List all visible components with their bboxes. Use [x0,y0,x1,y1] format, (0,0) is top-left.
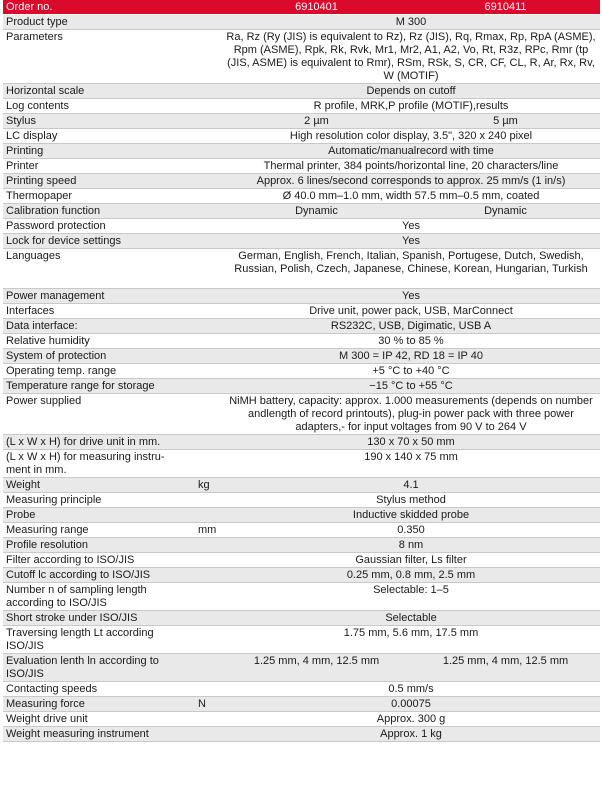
row-label: Traversing length Lt according ISO/JIS [3,626,195,654]
row-unit [195,15,222,30]
row-label: Relative humidity [3,334,195,349]
row-unit [195,249,222,289]
row-value: Gaussian filter, Ls filter [222,553,600,568]
row-label: Number n of sampling length according to ISO/JIS [3,583,195,611]
table-row [3,319,600,334]
specifications-table [3,0,600,742]
table-row [3,493,600,508]
row-unit [195,99,222,114]
table-row [3,234,600,249]
row-unit [195,159,222,174]
row-unit [195,289,222,304]
row-label: Cutoff lc according to ISO/JIS [3,568,195,583]
table-row [3,129,600,144]
row-label: Languages [3,249,195,289]
row-label: Profile resolution [3,538,195,553]
table-row [3,583,600,611]
row-value: 0.5 mm/s [222,682,600,697]
table-row [3,435,600,450]
table-row [3,712,600,727]
row-label: Filter according to ISO/JIS [3,553,195,568]
row-label: Short stroke under ISO/JIS [3,611,195,626]
row-value: Selectable: 1–5 [222,583,600,611]
row-unit [195,319,222,334]
row-unit [195,583,222,611]
table-row [3,114,600,129]
row-value: Yes [222,234,600,249]
row-value-order-2: Dynamic [411,204,600,219]
row-value: 0.00075 [222,697,600,712]
table-row [3,727,600,742]
row-label: Lock for device settings [3,234,195,249]
row-value: 1.75 mm, 5.6 mm, 17.5 mm [222,626,600,654]
row-unit [195,189,222,204]
row-value: High resolution color display, 3.5", 320 x 240 pixel [222,129,600,144]
row-value: Ø 40.0 mm–1.0 mm, width 57.5 mm–0.5 mm, coated [222,189,600,204]
row-unit [195,349,222,364]
row-unit [195,174,222,189]
row-label: Stylus [3,114,195,129]
row-label: Probe [3,508,195,523]
header-label: Order no. [3,0,195,15]
row-unit [195,219,222,234]
row-unit [195,204,222,219]
row-unit [195,538,222,553]
row-unit [195,334,222,349]
row-label: Power supplied [3,394,195,435]
row-unit [195,682,222,697]
table-row [3,508,600,523]
table-row [3,204,600,219]
table-row [3,174,600,189]
row-unit: mm [195,523,222,538]
row-unit [195,626,222,654]
row-unit [195,654,222,682]
table-row [3,682,600,697]
row-label: Contacting speeds [3,682,195,697]
row-unit [195,379,222,394]
row-unit [195,508,222,523]
row-value: Depends on cutoff [222,84,600,99]
row-value: Stylus method [222,493,600,508]
row-label: Product type [3,15,195,30]
row-value-order-2: 1.25 mm, 4 mm, 12.5 mm [411,654,600,682]
row-unit [195,84,222,99]
row-value: Approx. 1 kg [222,727,600,742]
row-unit [195,712,222,727]
table-row [3,553,600,568]
row-unit [195,304,222,319]
row-unit [195,129,222,144]
row-value: Inductive skidded probe [222,508,600,523]
table-row [3,84,600,99]
row-unit [195,493,222,508]
row-label: Interfaces [3,304,195,319]
header-order-number-2: 6910411 [411,0,600,15]
table-row [3,99,600,114]
table-row [3,450,600,478]
header-order-number-1: 6910401 [222,0,411,15]
row-value: RS232C, USB, Digimatic, USB A [222,319,600,334]
row-label: Temperature range for storage [3,379,195,394]
row-label: Printing [3,144,195,159]
table-row [3,478,600,493]
row-label: Power management [3,289,195,304]
row-value: M 300 [222,15,600,30]
row-label: Operating temp. range [3,364,195,379]
row-label: Measuring principle [3,493,195,508]
row-value-order-2: 5 µm [411,114,600,129]
row-unit [195,568,222,583]
row-label: Measuring range [3,523,195,538]
row-unit [195,114,222,129]
table-row [3,697,600,712]
table-row [3,289,600,304]
table-row [3,219,600,234]
table-row [3,394,600,435]
row-label: Weight measuring instrument [3,727,195,742]
row-unit [195,144,222,159]
row-label: Horizontal scale [3,84,195,99]
row-unit [195,435,222,450]
row-value: M 300 = IP 42, RD 18 = IP 40 [222,349,600,364]
table-row [3,159,600,174]
row-label: Password protection [3,219,195,234]
table-row [3,626,600,654]
row-value: German, English, French, Italian, Spanish, Portugese, Dutch, Swedish, Russian, Polish, Czech, Japanese, Chinese, Korean, Hungarian, Turkish [222,249,600,289]
table-row [3,364,600,379]
table-row [3,304,600,319]
table-row [3,249,600,289]
row-value-order-1: 2 µm [222,114,411,129]
row-value: 8 nm [222,538,600,553]
row-value: Selectable [222,611,600,626]
table-row [3,334,600,349]
row-value: Approx. 6 lines/second corresponds to approx. 25 mm/s (1 in/s) [222,174,600,189]
row-unit [195,364,222,379]
row-unit: kg [195,478,222,493]
row-unit [195,553,222,568]
row-value: Approx. 300 g [222,712,600,727]
row-label: (L x W x H) for measuring instru- ment in mm. [3,450,195,478]
row-value: 4.1 [222,478,600,493]
table-row [3,349,600,364]
table-row [3,30,600,84]
row-unit [195,611,222,626]
row-unit: N [195,697,222,712]
row-label: Evaluation lenth ln according to ISO/JIS [3,654,195,682]
row-label: Measuring force [3,697,195,712]
row-value-order-1: Dynamic [222,204,411,219]
row-value: Yes [222,219,600,234]
table-row [3,611,600,626]
row-label: System of protection [3,349,195,364]
table-row [3,654,600,682]
row-value: +5 °C to +40 °C [222,364,600,379]
row-value: −15 °C to +55 °C [222,379,600,394]
row-label: (L x W x H) for drive unit in mm. [3,435,195,450]
row-value: R profile, MRK,P profile (MOTIF),results [222,99,600,114]
row-label: Weight [3,478,195,493]
specifications-table-body [3,0,600,742]
row-label: Data interface: [3,319,195,334]
table-row [3,568,600,583]
row-label: Weight drive unit [3,712,195,727]
row-label: Log contents [3,99,195,114]
row-unit [195,450,222,478]
row-value: Thermal printer, 384 points/horizontal line, 20 characters/line [222,159,600,174]
header-unit [195,0,222,15]
row-value: 130 x 70 x 50 mm [222,435,600,450]
row-value: Yes [222,289,600,304]
table-row [3,189,600,204]
row-unit [195,234,222,249]
row-value: 30 % to 85 % [222,334,600,349]
row-label: Printer [3,159,195,174]
table-header-row [3,0,600,15]
row-label: Printing speed [3,174,195,189]
table-row [3,538,600,553]
row-value: Drive unit, power pack, USB, MarConnect [222,304,600,319]
table-row [3,144,600,159]
row-label: Thermopaper [3,189,195,204]
row-value-order-1: 1.25 mm, 4 mm, 12.5 mm [222,654,411,682]
table-row [3,15,600,30]
table-row [3,379,600,394]
row-value: Automatic/manualrecord with time [222,144,600,159]
row-unit [195,727,222,742]
row-value: NiMH battery, capacity: approx. 1.000 measurements (depends on number andlength of record printouts), plug-in power pack with three power adapters,- for input voltages from 90 V to 264 V [222,394,600,435]
row-unit [195,394,222,435]
row-value: Ra, Rz (Ry (JIS) is equivalent to Rz), Rz (JIS), Rq, Rmax, Rp, RpA (ASME), Rpm (ASME), Rpk, Rk, Rvk, Mr1, Mr2, A1, A2, Vo, Rt, R3z, RPc, Rmr (tp (JIS, ASME) is equivalent to Rmr), RSm, RSk, S, CR, CF, CL, R, Ar, Rx, Rv, W (MOTIF) [222,30,600,84]
row-unit [195,30,222,84]
row-label: Parameters [3,30,195,84]
table-row [3,523,600,538]
row-value: 190 x 140 x 75 mm [222,450,600,478]
row-value: 0.350 [222,523,600,538]
row-label: Calibration function [3,204,195,219]
row-label: LC display [3,129,195,144]
row-value: 0.25 mm, 0.8 mm, 2.5 mm [222,568,600,583]
